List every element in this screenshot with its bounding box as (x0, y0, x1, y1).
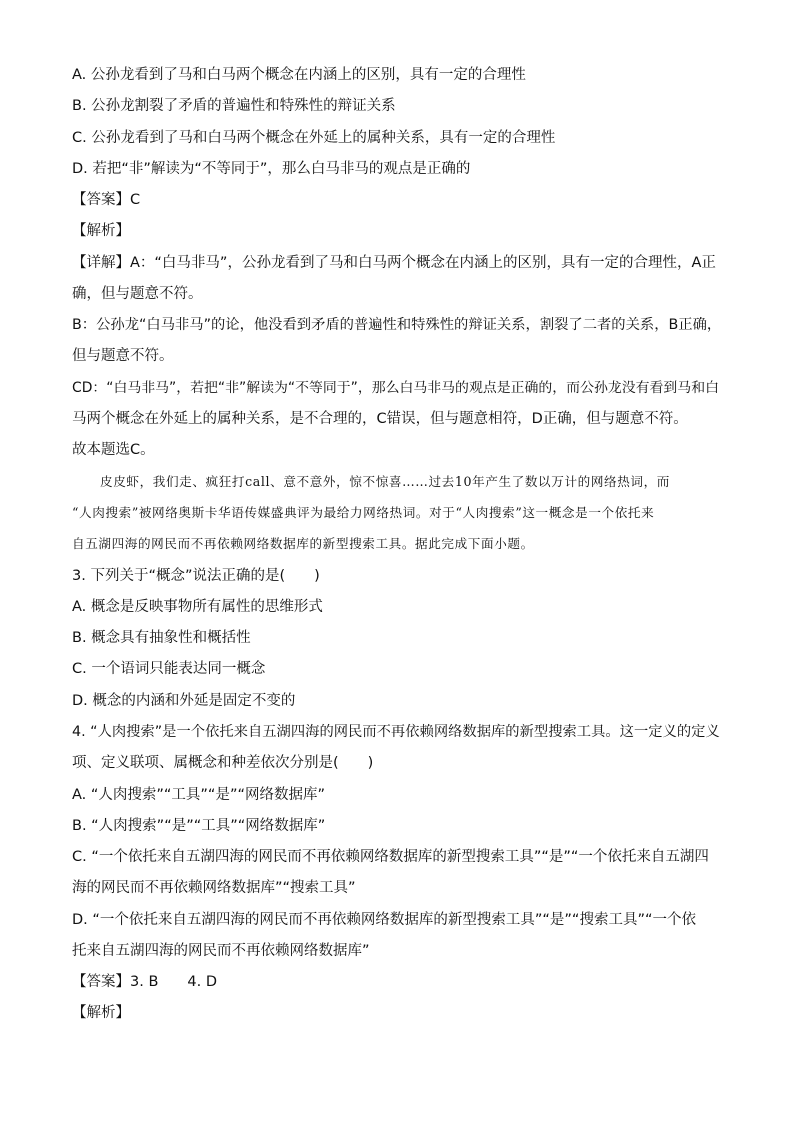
q4-stem-line: 项、定义联项、属概念和种差依次分别是( ) (72, 755, 374, 771)
passage-line: “人肉搜索”被网络奥斯卡华语传媒盛典评为最给力网络热词。对于“人肉搜索”这一概念是一个依托来 (72, 505, 655, 520)
q3-option-c: C. 一个语词只能表达同一概念 (72, 661, 266, 677)
passage-line: 自五湖四海的网民而不再依赖网络数据库的新型搜索工具。据此完成下面小题。 (72, 536, 534, 551)
q3-option-b: B. 概念具有抽象性和概括性 (72, 630, 251, 646)
q2-conclusion: 故本题选C。 (72, 442, 155, 458)
q4-option-d: D. “一个依托来自五湖四海的网民而不再依赖网络数据库的新型搜索工具”“是”“搜索工具”“一个依 (72, 912, 696, 928)
q4-option-c-cont: 海的网民而不再依赖网络数据库”“搜索工具” (72, 880, 356, 896)
q2-option-a: A. 公孙龙看到了马和白马两个概念在内涵上的区别，具有一定的合理性 (72, 67, 526, 83)
q3-option-d: D. 概念的内涵和外延是固定不变的 (72, 693, 296, 709)
q3-q4-analysis-heading: 【解析】 (72, 1005, 130, 1021)
q2-explanation-line: CD：“白马非马”，若把“非”解读为“不等同于”，那么白马非马的观点是正确的，而公孙龙没有看到马和白 (72, 380, 719, 396)
q2-explanation-line: 确，但与题意不符。 (72, 286, 203, 302)
q3-q4-answer: 【答案】3. B 4. D (72, 974, 217, 990)
q2-explanation-line: 马两个概念在外延上的属种关系，是不合理的，C错误，但与题意相符，D正确，但与题意不符。 (72, 411, 688, 427)
q2-analysis-heading: 【解析】 (72, 223, 130, 239)
passage-line: 皮皮虾，我们走、疯狂打call、意不意外，惊不惊喜……过去10年产生了数以万计的网络热词，而 (100, 474, 670, 489)
q2-explanation-line: 【详解】A：“白马非马”，公孙龙看到了马和白马两个概念在内涵上的区别，具有一定的合理性，A正 (72, 255, 716, 271)
q2-explanation-line: B：公孙龙“白马非马”的论，他没看到矛盾的普遍性和特殊性的辩证关系，割裂了二者的关系，B正确， (72, 317, 722, 333)
q2-option-c: C. 公孙龙看到了马和白马两个概念在外延上的属种关系，具有一定的合理性 (72, 130, 556, 146)
q4-option-b: B. “人肉搜索”“是”“工具”“网络数据库” (72, 818, 326, 834)
q2-explanation-line: 但与题意不符。 (72, 348, 174, 364)
q4-option-d-cont: 托来自五湖四海的网民而不再依赖网络数据库” (72, 943, 370, 959)
q4-option-a: A. “人肉搜索”“工具”“是”“网络数据库” (72, 787, 325, 803)
q2-answer: 【答案】C (72, 192, 141, 208)
q4-stem-line: 4. “人肉搜索”是一个依托来自五湖四海的网民而不再依赖网络数据库的新型搜索工具。这一定义的定义 (72, 724, 720, 740)
q3-option-a: A. 概念是反映事物所有属性的思维形式 (72, 599, 323, 615)
q3-stem: 3. 下列关于“概念”说法正确的是( ) (72, 568, 320, 584)
q2-option-d: D. 若把“非”解读为“不等同于”，那么白马非马的观点是正确的 (72, 161, 471, 177)
q4-option-c: C. “一个依托来自五湖四海的网民而不再依赖网络数据库的新型搜索工具”“是”“一个依托来自五湖四 (72, 849, 709, 865)
q2-option-b: B. 公孙龙割裂了矛盾的普遍性和特殊性的辩证关系 (72, 98, 396, 114)
